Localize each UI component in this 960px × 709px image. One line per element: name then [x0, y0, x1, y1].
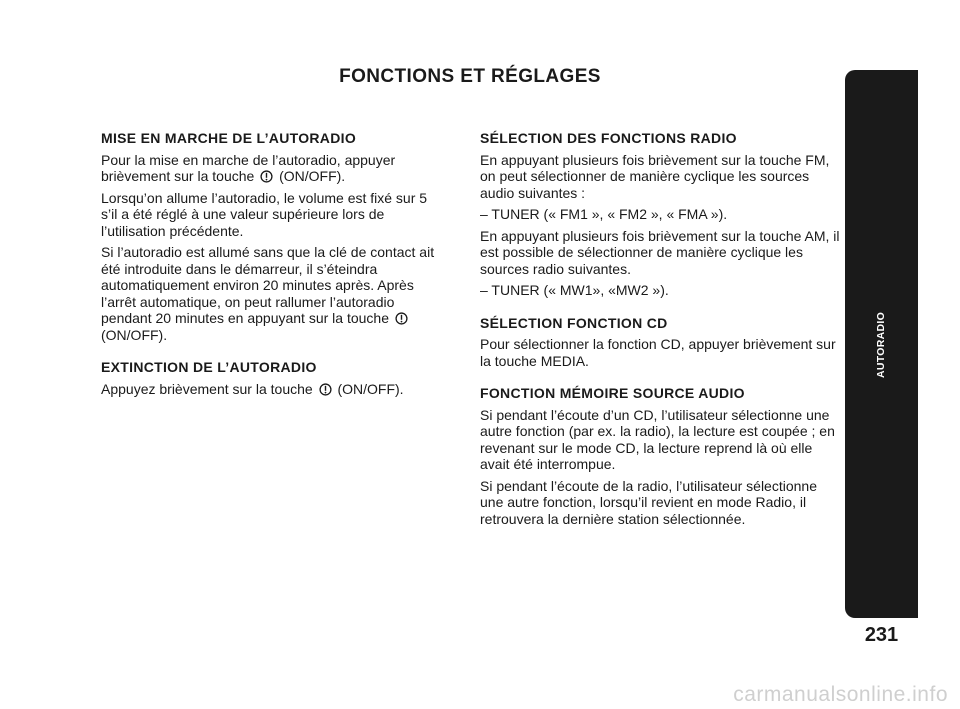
section-heading-radio-functions: SÉLECTION DES FONCTIONS RADIO [480, 130, 737, 146]
paragraph-text: Appuyez brièvement sur la touche [101, 380, 313, 397]
watermark: carmanualsonline.info [733, 683, 948, 706]
power-icon [319, 383, 332, 396]
paragraph-text: (ON/OFF). [337, 380, 404, 397]
paragraph: En appuyant plusieurs fois brièvement sur la touche FM, on peut sélectionner de manière cyclique les sources audio suivantes : [480, 151, 830, 201]
paragraph: – TUNER (« MW1», «MW2 »). [480, 282, 669, 298]
page-title: FONCTIONS ET RÉGLAGES [339, 66, 601, 87]
power-icon [395, 312, 408, 325]
paragraph-text: (ON/OFF). [101, 326, 168, 343]
page-number: 231 [864, 624, 899, 646]
section-heading-power-off: EXTINCTION DE L’AUTORADIO [101, 359, 317, 375]
right-column [480, 130, 840, 532]
paragraph-text: Si l’autoradio est allumé sans que la clé de contact ait été introduite dans le démarreur, il s’éteindra automatiquement environ 20 minutes après. Après l’arrêt automatique, on peut rallumer l’autoradio pendant 20 minutes en appuyant sur la touche [101, 244, 435, 326]
paragraph [101, 244, 441, 343]
paragraph: En appuyant plusieurs fois brièvement sur la touche AM, il est possible de sélectionner de manière cyclique les sources radio suivantes. [480, 227, 840, 277]
paragraph: Si pendant l’écoute d’un CD, l’utilisateur sélectionne une autre fonction (par ex. la radio), la lecture est coupée ; en revenant sur le mode CD, la lecture reprend là où elle avait été interrompue. [480, 406, 835, 472]
paragraph: Lorsqu’on allume l’autoradio, le volume est fixé sur 5 s’il a été réglé à une valeur supérieure lors de l’utilisation précédente. [101, 189, 428, 239]
paragraph: Pour sélectionner la fonction CD, appuyer brièvement sur la touche MEDIA. [480, 336, 836, 369]
paragraph-text: Pour la mise en marche de l’autoradio, appuyer brièvement sur la touche [101, 151, 396, 184]
paragraph: Si pendant l’écoute de la radio, l’utilisateur sélectionne une autre fonction, lorsqu’il revient en mode Radio, il retrouvera la dernière station sélectionnée. [480, 477, 817, 527]
paragraph [101, 152, 441, 185]
chapter-label: AUTORADIO [875, 311, 887, 379]
section-heading-power-on: MISE EN MARCHE DE L’AUTORADIO [101, 130, 357, 146]
paragraph [101, 381, 441, 398]
paragraph-text: (ON/OFF). [279, 168, 346, 184]
paragraph: – TUNER (« FM1 », « FM2 », « FMA »). [480, 206, 728, 222]
section-heading-cd-function: SÉLECTION FONCTION CD [480, 314, 668, 331]
section-heading-memory-source: FONCTION MÉMOIRE SOURCE AUDIO [480, 385, 745, 401]
power-icon [260, 170, 273, 183]
left-column [101, 130, 441, 402]
